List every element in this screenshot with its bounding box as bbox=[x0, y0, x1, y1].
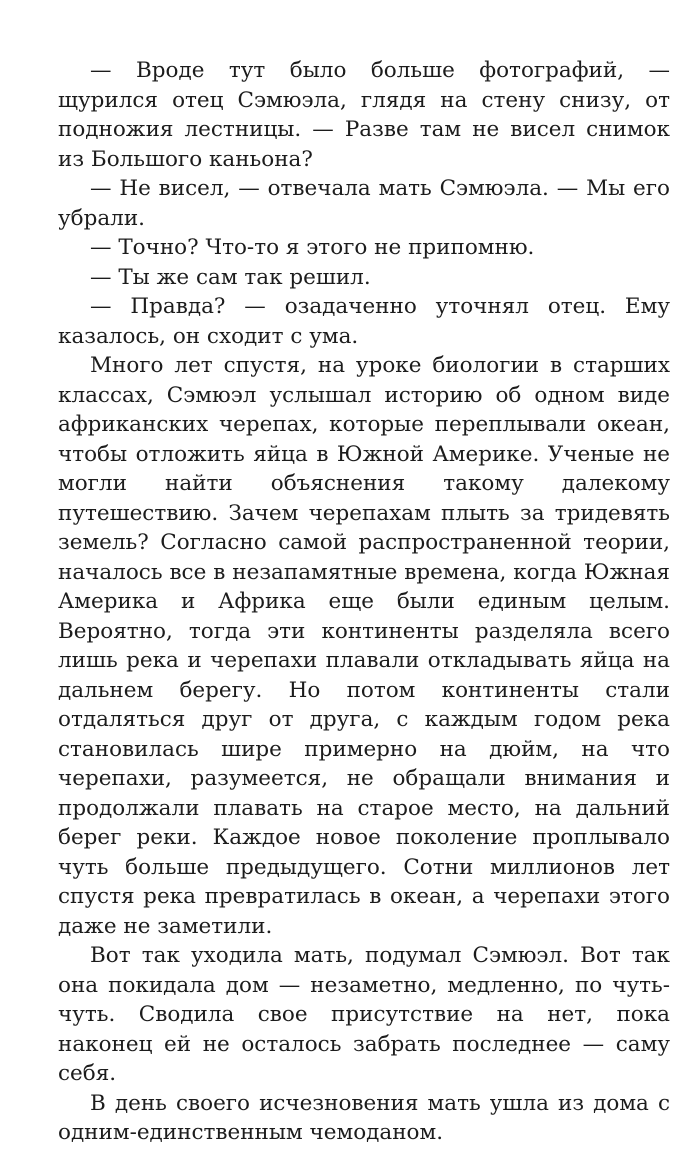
book-page bbox=[58, 56, 670, 1148]
paragraph-disappearance-day: В день своего исчезновения мать ушла из дома с одним-единственным чемоданом. bbox=[58, 1090, 670, 1145]
paragraph-mother-leaving: Вот так уходила мать, подумал Сэмюэл. Вот так она покидала дом — незаметно, медленно, по чуть-чуть. Сводила свое присутствие на нет, пока наконец ей не осталось забрать последнее — саму себя. bbox=[58, 943, 670, 1086]
dialogue-line-father-confused: — Правда? — озадаченно уточнял отец. Ему казалось, он сходит с ума. bbox=[58, 294, 670, 349]
dialogue-line-father-doubt: — Точно? Что-то я этого не припомню. bbox=[90, 235, 535, 260]
paragraph-turtles-story: Много лет спустя, на уроке биологии в старших классах, Сэмюэл услышал историю об одном виде африканских черепах, которые переплывали океан, чтобы отложить яйца в Южной Америке. Ученые не могли найти объяснения такому далекому путешествию. Зачем черепахам плыть за тридевять земель? Согласно самой распространенной теории, началось все в незапамятные времена, когда Южная Америка и Африка еще были единым целым. Вероятно, тогда эти континенты разделяла всего лишь река и черепахи плавали откладывать яйца на дальнем берегу. Но потом континенты стали отдаляться друг от друга, с каждым годом река становилась шире примерно на дюйм, на что черепахи, разумеется, не обращали внимания и продолжали плавать на старое место, на дальний берег реки. Каждое новое поколение проплывало чуть больше предыдущего. Сотни миллионов лет спустя река превратилась в океан, а черепахи этого даже не заметили. bbox=[58, 353, 670, 939]
dialogue-line-father-photos: — Вроде тут было больше фотографий, — щурился отец Сэмюэла, глядя на стену снизу, от подножия лестницы. — Разве там не висел снимок из Большого каньона? bbox=[58, 58, 670, 172]
dialogue-line-mother-removed: — Не висел, — отвечала мать Сэмюэла. — Мы его убрали. bbox=[58, 176, 670, 231]
dialogue-line-mother-decided: — Ты же сам так решил. bbox=[90, 264, 371, 290]
